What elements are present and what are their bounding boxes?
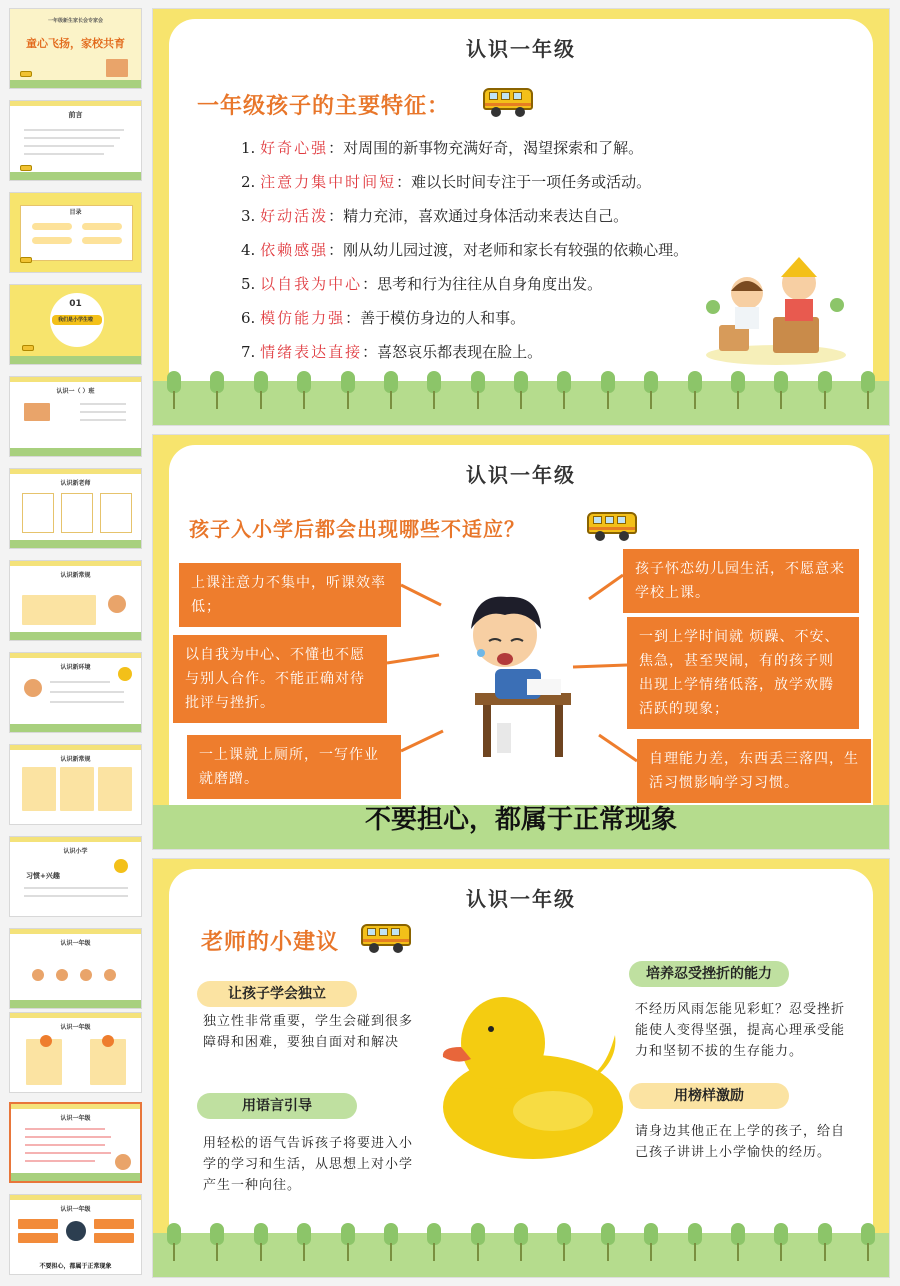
thumb-band <box>10 469 141 474</box>
tree-icon <box>731 371 745 411</box>
feature-key: 模仿能力强 <box>260 309 346 327</box>
tree-icon <box>167 371 181 411</box>
tree-icon <box>514 1223 528 1263</box>
thumbnail-1[interactable] <box>9 8 142 89</box>
bus-icon <box>20 71 32 77</box>
problem-box: 一上课就上厕所，一写作业就磨蹭。 <box>187 735 401 799</box>
thumb-band <box>10 377 141 382</box>
thumb-box <box>22 595 96 625</box>
tree-icon <box>644 371 658 411</box>
slide-3[interactable] <box>152 858 890 1278</box>
tree-row <box>167 371 875 411</box>
tip-label: 让孩子学会独立 <box>197 981 357 1007</box>
thumb-pill <box>32 237 72 244</box>
slide-2[interactable] <box>152 434 890 850</box>
tree-icon <box>254 371 268 411</box>
feature-item <box>241 233 781 267</box>
thumb-title: 我们是小学生啦 <box>57 317 93 323</box>
tree-icon <box>601 1223 615 1263</box>
thumb-band <box>10 837 141 842</box>
feature-item <box>241 165 781 199</box>
thumb-title: 目录 <box>69 209 82 216</box>
thumb-text-line <box>50 691 124 693</box>
thumb-title: 认识新环境 <box>60 664 91 671</box>
feature-number: 3. <box>241 207 256 225</box>
thumb-box <box>18 1233 58 1243</box>
thumb-ground <box>10 540 141 548</box>
house-icon <box>24 403 50 421</box>
tip-text: 请身边其他正在上学的孩子，给自己孩子讲讲上小学愉快的经历。 <box>635 1124 846 1160</box>
tree-icon <box>557 1223 571 1263</box>
thumb-pill <box>82 223 122 230</box>
thumb-text-line <box>24 137 120 139</box>
feature-key: 情绪表达直接 <box>260 343 363 361</box>
thumb-ground <box>10 172 141 180</box>
thumb-text-line <box>24 153 104 155</box>
tree-icon <box>384 371 398 411</box>
feature-desc: ：善于模仿身边的人和事。 <box>345 309 526 327</box>
tree-icon <box>427 371 441 411</box>
feature-item <box>241 335 781 369</box>
thumb-text-line <box>25 1160 95 1162</box>
tree-icon <box>254 1223 268 1263</box>
tree-icon <box>731 1223 745 1263</box>
thumb-ground <box>10 1000 141 1008</box>
feature-key: 注意力集中时间短 <box>260 173 397 191</box>
child-icon <box>56 969 68 981</box>
thumb-pill <box>82 237 122 244</box>
thumb-band <box>10 1013 141 1018</box>
thumb-subtitle: 一年级新生家长会专家会 <box>47 18 103 24</box>
thumbnail-9[interactable] <box>9 744 142 825</box>
thumbnail-7[interactable] <box>9 560 142 641</box>
tree-icon <box>384 1223 398 1263</box>
thumb-text-line <box>80 419 126 421</box>
tip-text: 不经历风雨怎能见彩虹？忍受挫折能使人变得坚强，提高心理承受能力和坚韧不拔的生存能力。 <box>635 1002 846 1059</box>
feature-desc: ：喜怒哀乐都表现在脸上。 <box>362 343 543 361</box>
tree-icon <box>818 1223 832 1263</box>
thumb-text-line <box>25 1144 105 1146</box>
thumb-text-line <box>50 701 124 703</box>
thumb-title: 童心飞扬，家校共育 <box>26 37 125 50</box>
thumb-text-line <box>24 887 128 889</box>
tree-icon <box>861 1223 875 1263</box>
thumbnail-6[interactable] <box>9 468 142 549</box>
child-icon <box>80 969 92 981</box>
tree-icon <box>774 371 788 411</box>
feature-item <box>241 267 781 301</box>
thumb-band <box>10 101 141 106</box>
feature-item <box>241 301 781 335</box>
thumb-title: 认识一年级 <box>60 940 91 947</box>
tree-icon <box>557 371 571 411</box>
thumb-card <box>61 493 93 533</box>
thumb-text-line <box>25 1152 111 1154</box>
problem-box: 一到上学时间就 烦躁、不安、焦急，甚至哭闹，有的孩子则出现上学情绪低落，放学欢腾活跃的现象； <box>627 617 859 729</box>
sun-icon <box>118 667 132 681</box>
feature-desc: ：精力充沛，喜欢通过身体活动来表达自己。 <box>328 207 629 225</box>
tree-icon <box>297 371 311 411</box>
slide-title: 认识一年级 <box>466 463 576 487</box>
feature-desc: ：对周围的新事物充满好奇，渴望探索和了解。 <box>328 139 644 157</box>
problem-box: 以自我为中心、不懂也不愿与别人合作。不能正确对待批评与挫折。 <box>173 635 387 723</box>
feature-key: 好动活泼 <box>260 207 329 225</box>
tree-row <box>167 1223 875 1263</box>
slide-thumbnail-panel <box>0 0 150 1286</box>
thumb-text-line <box>80 411 126 413</box>
thumb-title: 认识小学 <box>63 848 88 855</box>
child-icon <box>104 969 116 981</box>
thumb-title: 认识一（ ）班 <box>56 388 95 395</box>
thumb-card <box>100 493 132 533</box>
tree-icon <box>341 1223 355 1263</box>
thumbnail-11[interactable] <box>9 928 142 1009</box>
bus-icon <box>20 165 32 171</box>
feature-desc: ：难以长时间专注于一项任务或活动。 <box>396 173 652 191</box>
thumb-box <box>18 1219 58 1229</box>
feature-number: 4. <box>241 241 256 259</box>
feature-key: 依赖感强 <box>260 241 329 259</box>
thumb-text-line <box>24 895 128 897</box>
tree-icon <box>297 1223 311 1263</box>
tree-icon <box>514 371 528 411</box>
thumb-extra: 习惯+兴趣 <box>26 872 60 880</box>
problem-box: 自理能力差，东西丢三落四，生活习惯影响学习习惯。 <box>637 739 871 803</box>
section-heading: 老师的小建议 <box>201 930 340 955</box>
thumb-text-line <box>24 145 114 147</box>
thumbnail-10[interactable] <box>9 836 142 917</box>
tip-label: 用语言引导 <box>197 1093 357 1119</box>
crying-boy-illustration <box>435 583 595 763</box>
thumb-title: 认识新常规 <box>60 756 91 763</box>
thumb-title: 前言 <box>68 111 83 119</box>
thumb-band <box>10 929 141 934</box>
tip-text: 独立性非常重要，学生会碰到很多障碍和困难，要独自面对和解决 <box>203 1014 414 1050</box>
reassurance-caption: 不要担心，都属于正常现象 <box>364 805 677 835</box>
badge-icon <box>102 1035 114 1047</box>
child-icon <box>32 969 44 981</box>
thumb-box <box>60 767 94 811</box>
tree-icon <box>341 371 355 411</box>
thumb-title: 认识一年级 <box>60 1024 91 1031</box>
tree-icon <box>601 371 615 411</box>
teacher-icon <box>108 595 126 613</box>
slide-title: 认识一年级 <box>466 37 576 61</box>
rubber-duck-illustration <box>433 985 623 1165</box>
children-illustration <box>701 247 851 367</box>
thumb-ground <box>10 448 141 456</box>
section-heading: 一年级孩子的主要特征： <box>197 94 451 119</box>
thumb-text-line <box>50 681 110 683</box>
child-icon <box>66 1221 86 1241</box>
children-icon <box>115 1154 131 1170</box>
sun-icon <box>114 859 128 873</box>
school-bus-icon <box>361 921 411 953</box>
thumb-title: 认识一年级 <box>60 1115 91 1122</box>
thumbnail-5[interactable] <box>9 376 142 457</box>
thumb-ground <box>10 724 141 732</box>
house-icon <box>106 59 128 77</box>
thumb-title: 认识一年级 <box>60 1206 91 1213</box>
tree-icon <box>688 1223 702 1263</box>
thumb-ground <box>10 632 141 640</box>
thumb-box <box>22 767 56 811</box>
bus-icon <box>20 257 32 263</box>
section-heading: 孩子入小学后都会出现哪些不适应？ <box>189 517 525 541</box>
tree-icon <box>471 1223 485 1263</box>
thumb-box <box>98 767 132 811</box>
tree-icon <box>688 371 702 411</box>
thumb-section-number: 01 <box>69 299 82 309</box>
thumbnail-14[interactable] <box>9 1194 142 1275</box>
tree-icon <box>644 1223 658 1263</box>
feature-item <box>241 199 781 233</box>
tree-icon <box>861 371 875 411</box>
thumb-band <box>10 745 141 750</box>
feature-key: 好奇心强 <box>260 139 329 157</box>
thumb-text-line <box>25 1128 105 1130</box>
feature-list <box>241 131 781 369</box>
thumbnail-3[interactable] <box>9 192 142 273</box>
tip-label: 培养忍受挫折的能力 <box>629 961 789 987</box>
feature-number: 5. <box>241 275 256 293</box>
thumb-caption: 不要担心，都属于正常现象 <box>39 1263 112 1270</box>
slide-1[interactable] <box>152 8 890 426</box>
slide-title: 认识一年级 <box>466 887 576 911</box>
bus-icon <box>22 345 34 351</box>
tip-text: 用轻松的语气告诉孩子将要进入小学的学习和生活，从思想上对小学产生一种向往。 <box>203 1136 414 1193</box>
thumb-pill <box>32 223 72 230</box>
feature-number: 7. <box>241 343 256 361</box>
teacher-icon <box>24 679 42 697</box>
thumbnail-8[interactable] <box>9 652 142 733</box>
feature-desc: ：刚从幼儿园过渡，对老师和家长有较强的依赖心理。 <box>328 241 689 259</box>
badge-icon <box>40 1035 52 1047</box>
thumb-title: 认识新老师 <box>60 480 91 487</box>
thumb-text-line <box>24 129 124 131</box>
tree-icon <box>210 371 224 411</box>
thumb-ground <box>10 356 141 364</box>
thumbnail-2[interactable] <box>9 100 142 181</box>
thumb-text-line <box>25 1136 111 1138</box>
feature-key: 以自我为中心 <box>260 275 363 293</box>
problem-box: 上课注意力不集中，听课效率低； <box>179 563 401 627</box>
feature-number: 1. <box>241 139 256 157</box>
thumb-ground <box>10 80 141 88</box>
tree-icon <box>167 1223 181 1263</box>
thumbnail-12[interactable] <box>9 1012 142 1093</box>
tree-icon <box>210 1223 224 1263</box>
school-bus-icon <box>483 85 533 117</box>
thumb-text-line <box>80 403 126 405</box>
thumb-box <box>94 1219 134 1229</box>
tree-icon <box>427 1223 441 1263</box>
feature-desc: ：思考和行为往往从自身角度出发。 <box>362 275 603 293</box>
thumb-box <box>94 1233 134 1243</box>
thumb-ground <box>11 1173 140 1181</box>
thumb-card <box>22 493 54 533</box>
thumbnail-4[interactable] <box>9 284 142 365</box>
thumbnail-13[interactable] <box>9 1102 142 1183</box>
feature-number: 6. <box>241 309 256 327</box>
thumb-title: 认识新常规 <box>60 572 91 579</box>
thumb-band <box>10 653 141 658</box>
tree-icon <box>774 1223 788 1263</box>
thumb-band <box>11 1104 140 1109</box>
feature-item <box>241 131 781 165</box>
thumb-band <box>10 1195 141 1200</box>
tree-icon <box>471 371 485 411</box>
thumb-band <box>10 561 141 566</box>
tip-label: 用榜样激励 <box>629 1083 789 1109</box>
feature-number: 2. <box>241 173 256 191</box>
problem-box: 孩子怀恋幼儿园生活，不愿意来学校上课。 <box>623 549 859 613</box>
tree-icon <box>818 371 832 411</box>
